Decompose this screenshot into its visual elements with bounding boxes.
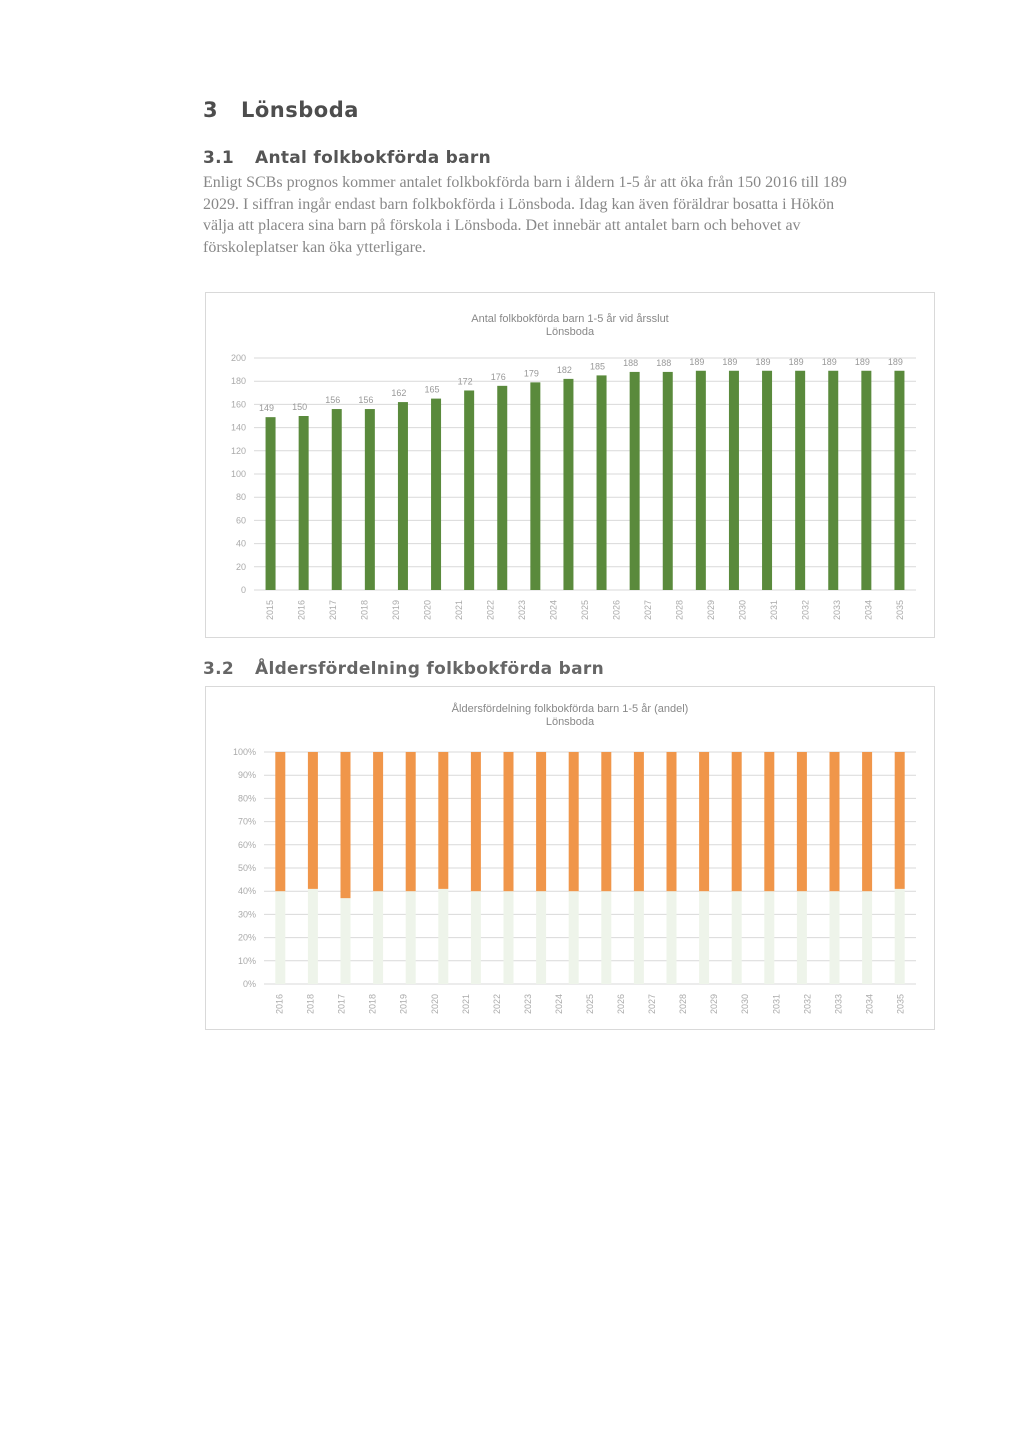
age-distribution-chart-svg — [206, 687, 934, 1029]
chart-bar-lower — [732, 891, 742, 984]
x-tick-label: 2017 — [327, 600, 338, 621]
data-label: 165 — [424, 384, 440, 395]
x-tick-label: 2024 — [548, 600, 559, 621]
y-tick-label: 160 — [230, 399, 246, 410]
chart-bar-lower — [895, 889, 905, 984]
y-tick-label: 70% — [237, 816, 256, 827]
x-tick-label: 2035 — [895, 600, 906, 621]
chart-bar — [299, 416, 309, 590]
chart-bar-upper — [504, 752, 514, 891]
x-tick-label: 2018 — [367, 994, 378, 1015]
y-tick-label: 100% — [232, 747, 256, 757]
chart-bar-lower — [341, 898, 351, 984]
data-label: 149 — [259, 403, 275, 414]
chart-title: Antal folkbokförda barn 1-5 år vid årsslut — [471, 313, 669, 325]
chart-bar-lower — [667, 891, 677, 984]
chart-bar-upper — [341, 752, 351, 898]
chart-bar-lower — [471, 891, 481, 984]
data-label: 150 — [292, 402, 308, 412]
x-tick-label: 2018 — [359, 600, 370, 621]
chart-bar-upper — [601, 752, 611, 891]
y-tick-label: 120 — [230, 445, 246, 456]
x-tick-label: 2025 — [585, 994, 595, 1015]
chart-bar-lower — [275, 891, 285, 984]
chart-bar-upper — [830, 752, 840, 891]
chart-bar-lower — [699, 891, 709, 984]
chart-bar-upper — [438, 752, 448, 889]
y-tick-label: 30% — [237, 909, 256, 920]
chart-bar-upper — [862, 752, 872, 891]
y-tick-label: 20 — [235, 561, 246, 572]
chart-bar-lower — [438, 889, 448, 984]
chart-bar — [431, 399, 441, 590]
x-tick-label: 2027 — [647, 994, 658, 1015]
chart-bar-upper — [667, 752, 677, 891]
data-label: 189 — [689, 356, 705, 367]
y-tick-label: 140 — [230, 422, 246, 433]
chart-bar-lower — [764, 891, 774, 984]
chart-bar-upper — [471, 752, 481, 891]
chart-bar-lower — [830, 891, 840, 984]
chart-bar — [894, 371, 904, 590]
data-label: 189 — [722, 356, 738, 367]
age-distribution-chart — [205, 686, 935, 1030]
section-number-2: 3.2 — [203, 659, 235, 679]
y-tick-label: 20% — [237, 932, 256, 943]
chart-bar-upper — [797, 752, 807, 891]
chart-bar-upper — [732, 752, 742, 891]
chart-bar — [663, 372, 673, 590]
data-label: 188 — [623, 357, 639, 368]
chart-bar-upper — [699, 752, 709, 891]
x-tick-label: 2028 — [674, 600, 685, 621]
x-tick-label: 2027 — [643, 600, 654, 621]
children-count-chart — [205, 292, 935, 638]
data-label: 162 — [391, 388, 407, 399]
chapter-heading — [203, 98, 359, 122]
x-tick-label: 2028 — [678, 994, 689, 1015]
chart-bar — [497, 386, 507, 590]
chart-bar-upper — [406, 752, 416, 891]
children-count-chart-svg — [206, 293, 934, 637]
chart-bar — [266, 417, 276, 590]
chart-bar-lower — [797, 891, 807, 984]
x-tick-label: 2021 — [453, 600, 464, 621]
x-tick-label: 2018 — [305, 994, 316, 1015]
y-tick-label: 50% — [237, 863, 256, 873]
chart-bar — [398, 402, 408, 590]
y-tick-label: 0 — [240, 585, 246, 595]
chart-bar-lower — [536, 891, 546, 984]
chart-bar — [762, 371, 772, 590]
chart-bar-lower — [569, 891, 579, 984]
chart-bar-upper — [373, 752, 383, 891]
data-label: 176 — [490, 371, 506, 382]
chart-bar-upper — [536, 752, 546, 891]
x-tick-label: 2020 — [429, 994, 440, 1015]
chart-bar-lower — [373, 891, 383, 984]
chart-bar-lower — [634, 891, 644, 984]
chart-bar — [630, 372, 640, 590]
section-paragraph: Enligt SCBs prognos kommer antalet folkbokförda barn i åldern 1-5 år att öka från 150 2016 till 189 2029. I siffran ingår endast barn folkbokförda i Lönsboda. Idag kan även föräldrar bosatta i Hökön välja att placera sina barn på förskola i Lönsboda. Det innebär att antalet barn och behovet av förskoleplatser kan öka ytterligare. — [203, 174, 847, 256]
chart-bar-lower — [862, 891, 872, 984]
chart-bar — [828, 371, 838, 590]
chart-bar-upper — [308, 752, 318, 889]
x-tick-label: 2032 — [800, 600, 811, 621]
data-label: 179 — [523, 368, 539, 379]
x-tick-label: 2025 — [580, 600, 590, 621]
data-label: 185 — [590, 361, 606, 372]
x-tick-label: 2021 — [460, 994, 471, 1015]
y-tick-label: 200 — [230, 353, 246, 363]
data-label: 182 — [556, 364, 572, 375]
section-number-1: 3.1 — [203, 148, 235, 168]
chapter-number: 3 — [203, 98, 219, 122]
x-tick-label: 2031 — [771, 994, 782, 1015]
section-title-1: Antal folkbokförda barn — [255, 148, 492, 168]
chart-bar-upper — [764, 752, 774, 891]
x-tick-label: 2019 — [390, 600, 401, 621]
x-tick-label: 2023 — [522, 994, 533, 1015]
chart-bar — [795, 371, 805, 590]
y-tick-label: 80 — [235, 492, 246, 503]
data-label: 189 — [821, 356, 837, 367]
chapter-title: Lönsboda — [241, 98, 359, 122]
y-tick-label: 0% — [242, 979, 256, 989]
y-tick-label: 40% — [237, 886, 256, 897]
x-tick-label: 2034 — [864, 994, 875, 1015]
data-label: 188 — [656, 357, 672, 368]
chart-bar-upper — [634, 752, 644, 891]
x-tick-label: 2033 — [833, 994, 844, 1015]
x-tick-label: 2023 — [516, 600, 527, 621]
chart-bar-upper — [275, 752, 285, 891]
x-tick-label: 2016 — [274, 994, 285, 1015]
x-tick-label: 2034 — [863, 600, 874, 621]
x-tick-label: 2022 — [485, 600, 496, 621]
x-tick-label: 2029 — [706, 600, 717, 621]
x-tick-label: 2029 — [709, 994, 720, 1015]
data-label: 156 — [358, 395, 374, 406]
y-tick-label: 100 — [230, 469, 246, 479]
x-tick-label: 2022 — [491, 994, 502, 1015]
chart-bar-upper — [895, 752, 905, 889]
x-tick-label: 2024 — [553, 994, 564, 1015]
x-tick-label: 2016 — [296, 600, 307, 621]
x-tick-label: 2020 — [422, 600, 433, 621]
chart-bar — [563, 379, 573, 590]
x-tick-label: 2026 — [616, 994, 627, 1015]
data-label: 172 — [457, 376, 473, 387]
chart-bar — [597, 375, 607, 590]
x-tick-label: 2033 — [832, 600, 843, 621]
chart-bar-lower — [406, 891, 416, 984]
chart-bar-lower — [308, 889, 318, 984]
chart-subtitle: Lönsboda — [545, 326, 595, 338]
chart-bar — [696, 371, 706, 590]
x-tick-label: 2026 — [611, 600, 622, 621]
x-tick-label: 2032 — [802, 994, 813, 1015]
x-tick-label: 2031 — [769, 600, 780, 621]
chart-bar — [530, 382, 540, 590]
y-tick-label: 80% — [237, 793, 256, 804]
y-tick-label: 180 — [230, 376, 246, 387]
section-heading-1 — [203, 148, 491, 168]
y-tick-label: 40 — [235, 538, 246, 549]
chart-bar-lower — [601, 891, 611, 984]
data-label: 156 — [325, 395, 341, 406]
chart-bar — [861, 371, 871, 590]
section-heading-2 — [203, 659, 604, 679]
y-tick-label: 10% — [237, 955, 256, 966]
chart-bar-lower — [504, 891, 514, 984]
x-tick-label: 2035 — [895, 994, 906, 1015]
chart-title: Åldersfördelning folkbokförda barn 1-5 år (andel) — [451, 703, 689, 715]
data-label: 189 — [887, 356, 903, 367]
chart-bar — [464, 390, 474, 590]
x-tick-label: 2019 — [398, 994, 409, 1015]
chart-bar-upper — [569, 752, 579, 891]
y-tick-label: 60 — [235, 515, 246, 526]
chart-bar — [365, 409, 375, 590]
chart-subtitle: Lönsboda — [545, 716, 595, 728]
x-tick-label: 2017 — [336, 994, 347, 1015]
y-tick-label: 90% — [237, 770, 256, 781]
data-label: 189 — [788, 356, 804, 367]
data-label: 189 — [755, 356, 771, 367]
x-tick-label: 2030 — [740, 994, 751, 1015]
y-tick-label: 60% — [237, 839, 256, 850]
data-label: 189 — [854, 356, 870, 367]
x-tick-label: 2030 — [737, 600, 748, 621]
chart-bar — [729, 371, 739, 590]
section-title-2: Åldersfördelning folkbokförda barn — [255, 659, 604, 679]
x-tick-label: 2015 — [264, 600, 275, 621]
chart-bar — [332, 409, 342, 590]
